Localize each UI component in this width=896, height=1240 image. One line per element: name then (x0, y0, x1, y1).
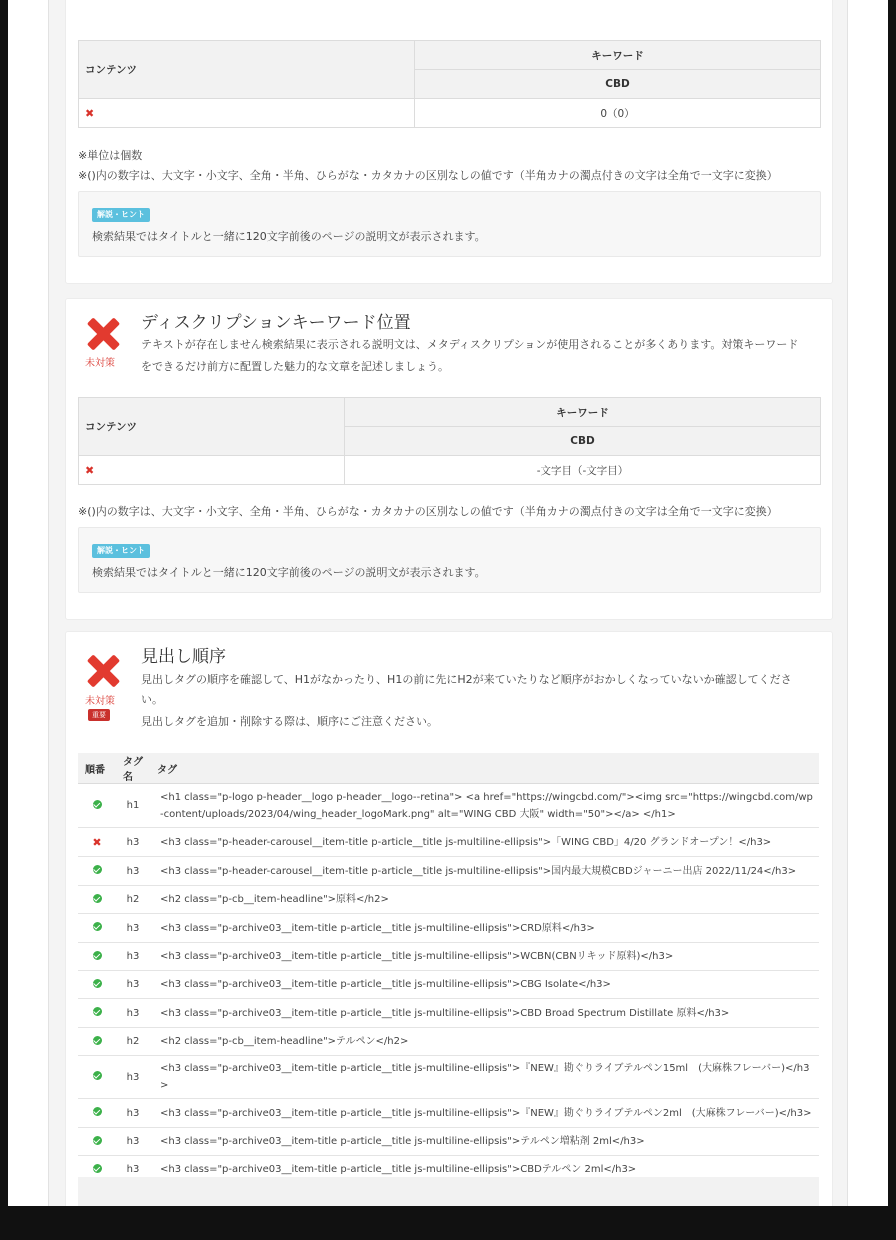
tag-name-cell: h3 (116, 1156, 150, 1184)
tag-html-cell: <h3 class="p-archive03__item-title p-article__title js-multiline-ellipsis">CBD Broad Spectrum Distillate 原料</h3> (150, 999, 819, 1028)
col-contents: コンテンツ (79, 398, 345, 456)
order-status-cell (78, 1028, 116, 1056)
order-status-cell (78, 943, 116, 971)
col-keyword: キーワード (415, 41, 821, 70)
tag-html-cell: <h3 class="p-archive03__item-title p-article__title js-multiline-ellipsis">テルペン増粘剤 2ml</h3> (150, 1128, 819, 1156)
tag-name-cell: h3 (116, 971, 150, 999)
hint-badge: 解説・ヒント (92, 544, 150, 558)
tag-name-cell: h3 (116, 828, 150, 857)
tag-html-cell: <h2 class="p-cb__item-headline">テルペン</h2> (150, 1028, 819, 1056)
tag-html-cell: <h2 class="p-cb__item-headline">原料</h2> (150, 886, 819, 914)
check-icon (93, 865, 102, 874)
paren-note: ※()内の数字は、大文字・小文字、全角・半角、ひらがな・カタカナの区別なしの値です（半角カナの濁点付きの文字は全角で一文字に変換） (78, 505, 778, 518)
col-tag: タグ (150, 753, 819, 784)
table-row (78, 857, 819, 886)
table-row (78, 1056, 819, 1099)
section-title: ディスクリプションキーワード位置 (141, 313, 411, 333)
check-icon (93, 800, 102, 809)
check-icon (93, 1164, 102, 1173)
order-status-cell (78, 914, 116, 943)
device-frame-right (888, 0, 896, 1240)
status-label: 未対策 (85, 696, 115, 707)
hint-text: 検索結果ではタイトルと一緒に120文字前後のページの説明文が表示されます。 (92, 230, 486, 243)
tag-html-cell: <h3 class="p-header-carousel__item-title p-article__title js-multiline-ellipsis">「WING CBD」4/20 グランドオープン！</h3> (150, 828, 819, 857)
section-description-note: 見出しタグを追加・削除する際は、順序にご注意ください。 (141, 715, 438, 728)
tag-name-cell: h2 (116, 886, 150, 914)
order-status-cell (78, 784, 116, 828)
check-icon (93, 1036, 102, 1045)
table-row (78, 914, 819, 943)
table-row (78, 999, 819, 1028)
check-icon (93, 894, 102, 903)
section-description: テキストが存在しません検索結果に表示される説明文は、メタディスクリプションが使用されることが多くあります。対策キーワードをできるだけ前方に配置した魅力的な文章を記述しましょう。 (141, 338, 799, 373)
tag-name-cell: h3 (116, 943, 150, 971)
check-icon (93, 1136, 102, 1145)
hint-box (78, 191, 821, 257)
heading-order-table (78, 753, 819, 1184)
tag-name-cell: h3 (116, 914, 150, 943)
order-status-cell (78, 1128, 116, 1156)
check-icon (93, 1007, 102, 1016)
col-order: 順番 (78, 753, 116, 784)
table-row (78, 784, 819, 828)
row-status-icon: ✖ (79, 456, 345, 485)
tag-name-cell: h3 (116, 857, 150, 886)
tag-name-cell: h2 (116, 1028, 150, 1056)
not-handled-icon (86, 654, 120, 688)
report-page (48, 0, 848, 1206)
tag-name-cell: h3 (116, 1128, 150, 1156)
col-keyword: キーワード (345, 398, 821, 427)
section-title: 見出し順序 (141, 647, 226, 667)
not-handled-icon (86, 317, 120, 351)
order-status-cell (78, 1056, 116, 1099)
hint-box (78, 527, 821, 593)
col-tag-name: タグ名 (116, 753, 150, 784)
table-row (78, 1128, 819, 1156)
col-contents: コンテンツ (79, 41, 415, 99)
order-status-cell (78, 971, 116, 999)
check-icon (93, 922, 102, 931)
hint-text: 検索結果ではタイトルと一緒に120文字前後のページの説明文が表示されます。 (92, 566, 486, 579)
tag-html-cell: <h3 class="p-archive03__item-title p-article__title js-multiline-ellipsis">CRD原料</h3> (150, 914, 819, 943)
table-row (78, 943, 819, 971)
tag-name-cell: h1 (116, 784, 150, 828)
section-description: 見出しタグの順序を確認して、H1がなかったり、H1の前に先にH2が来ていたりなど順序がおかしくなっていないか確認してください。 (141, 673, 792, 706)
tag-html-cell: <h3 class="p-archive03__item-title p-article__title js-multiline-ellipsis">WCBN(CBNリキッド原料)</h3> (150, 943, 819, 971)
tag-html-cell: <h1 class="p-logo p-header__logo p-header__logo--retina"> <a href="https://wingcbd.com/"><img src="https://wingcbd.com/wp-content/uploads/2023/04/wing_header_logoMark.png" alt="WING CBD 大阪" width="50"></a> </h1> (150, 784, 819, 828)
tag-html-cell: <h3 class="p-archive03__item-title p-article__title js-multiline-ellipsis">CBDテルペン 2ml</h3> (150, 1156, 819, 1184)
tag-html-cell: <h3 class="p-archive03__item-title p-article__title js-multiline-ellipsis">『NEW』勘ぐりライブテルペン2ml (大麻株フレーバー)</h3> (150, 1099, 819, 1128)
keyword-count-value: 0（0） (415, 99, 821, 128)
table-row (78, 886, 819, 914)
row-status-icon: ✖ (79, 99, 415, 128)
order-status-cell (78, 999, 116, 1028)
keyword-position-value: -文字目（-文字目） (345, 456, 821, 485)
table-row (78, 971, 819, 999)
table-row (78, 1099, 819, 1128)
hint-badge: 解説・ヒント (92, 208, 150, 222)
keyword-position-table (78, 397, 821, 485)
status-label: 未対策 (85, 358, 115, 369)
order-status-cell (78, 886, 116, 914)
keyword-cbd: CBD (345, 427, 821, 456)
table-row (78, 1028, 819, 1056)
tag-html-cell: <h3 class="p-header-carousel__item-title p-article__title js-multiline-ellipsis">国内最大規模CBDジャーニー出店 2022/11/24</h3> (150, 857, 819, 886)
tag-name-cell: h3 (116, 1099, 150, 1128)
device-frame-left (0, 0, 8, 1240)
table-row (78, 828, 819, 857)
keyword-count-table (78, 40, 821, 128)
important-badge: 重要 (88, 709, 110, 721)
tag-name-cell: h3 (116, 1056, 150, 1099)
description-keyword-position-card (65, 298, 833, 620)
check-icon (93, 979, 102, 988)
tag-html-cell: <h3 class="p-archive03__item-title p-article__title js-multiline-ellipsis">CBG Isolate</h3> (150, 971, 819, 999)
unit-note: ※単位は個数 (78, 149, 143, 162)
order-status-cell (78, 857, 116, 886)
check-icon (93, 951, 102, 960)
paren-note: ※()内の数字は、大文字・小文字、全角・半角、ひらがな・カタカナの区別なしの値です（半角カナの濁点付きの文字は全角で一文字に変換） (78, 169, 778, 182)
table-footer (78, 1177, 819, 1206)
device-frame-bottom (0, 1206, 896, 1240)
cross-icon: ✖ (92, 835, 102, 849)
tag-name-cell: h3 (116, 999, 150, 1028)
check-icon (93, 1107, 102, 1116)
order-status-cell (78, 828, 116, 857)
keyword-cbd: CBD (415, 70, 821, 99)
keyword-count-card (65, 0, 833, 284)
check-icon (93, 1071, 102, 1080)
tag-html-cell: <h3 class="p-archive03__item-title p-article__title js-multiline-ellipsis">『NEW』勘ぐりライブテルペン15ml (大麻株フレーバー)</h3> (150, 1056, 819, 1099)
order-status-cell (78, 1099, 116, 1128)
